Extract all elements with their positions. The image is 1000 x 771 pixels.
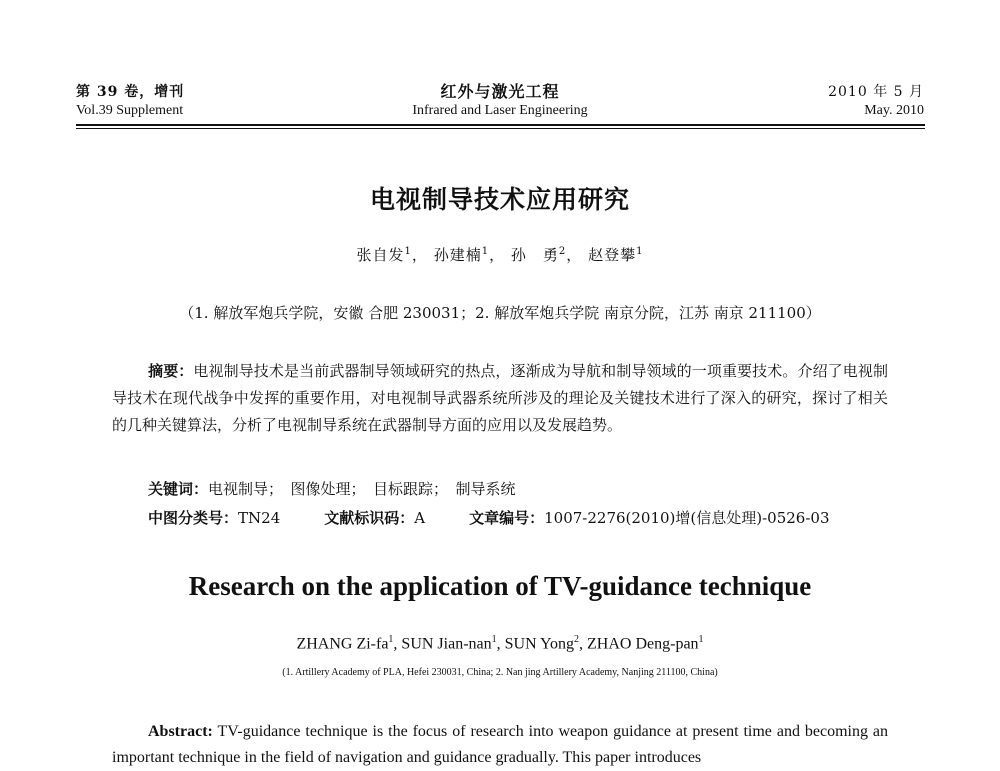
affiliation-en: (1. Artillery Academy of PLA, Hefei 230031, China; 2. Nan jing Artillery Academy, Nanjing 211100, China) bbox=[282, 667, 718, 678]
clc-value: TN24 bbox=[238, 509, 281, 527]
journal-name-cn: 红外与激光工程 bbox=[440, 82, 560, 101]
header-rule-thick bbox=[76, 124, 925, 126]
journal-volume-cn: 第 39 卷，增刊 bbox=[76, 84, 185, 100]
author-cn: 张自发 bbox=[356, 246, 405, 264]
issue-date-en: May. 2010 bbox=[864, 103, 924, 118]
article-id-label: 文章编号： bbox=[469, 509, 545, 527]
paper-title-cn: 电视制导技术应用研究 bbox=[369, 185, 630, 214]
affiliation-cn: （1. 解放军炮兵学院，安徽 合肥 230031；2. 解放军炮兵学院 南京分院，江苏 南京 211100） bbox=[179, 304, 821, 322]
author-cn: 孙建楠 bbox=[433, 246, 482, 264]
article-id-value: 1007-2276(2010)增(信息处理)-0526-03 bbox=[544, 509, 830, 527]
doc-code-value: A bbox=[414, 509, 426, 527]
keywords-cn-label: 关键词： bbox=[148, 480, 209, 498]
authors-cn: 张自发$^1$， 孙建楠$^1$， 孙 勇$^2$， 赵登攀$^1$ bbox=[356, 246, 644, 264]
authors-en: ZHANG $Zi-fa^1$, SUN Jian-nan$^1$, SUN Yong$^2$, ZHAO Deng-pan$^1$ bbox=[296, 634, 704, 653]
classification-line bbox=[148, 507, 830, 528]
keywords-cn-text: 电视制导； 图像处理； 目标跟踪； 制导系统 bbox=[208, 480, 516, 498]
header-rule-thin bbox=[76, 128, 925, 129]
abstract-en-label: Abstract: bbox=[148, 723, 213, 740]
author-cn: 赵登攀 bbox=[588, 246, 637, 264]
abstract-cn-label: 摘要： bbox=[148, 362, 194, 380]
journal-volume-en: Vol.39 Supplement bbox=[76, 103, 184, 118]
abstract-cn bbox=[112, 358, 888, 439]
author-cn: 孙 勇 bbox=[510, 246, 559, 264]
paper-title-en: Research on the application of TV-guidance technique bbox=[188, 571, 812, 601]
author-en: SUN Yong bbox=[504, 635, 575, 653]
abstract-en-text: TV-guidance technique is the focus of research into weapon guidance at present time and becoming an important technique in the field of navigation and guidance gradually. This paper introduces bbox=[112, 723, 888, 766]
journal-name-en: Infrared and Laser Engineering bbox=[412, 103, 588, 118]
author-en: SUN Jian-nan bbox=[401, 635, 492, 653]
keywords-cn bbox=[148, 478, 516, 499]
abstract-cn-text: 电视制导技术是当前武器制导领域研究的热点，逐渐成为导航和制导领域的一项重要技术。介绍了电视制导技术在现代战争中发挥的重要作用，对电视制导武器系统所涉及的理论及关键技术进行了深入的研究，探讨了相关的几种关键算法，分析了电视制导系统在武器制导方面的应用以及发展趋势。 bbox=[112, 362, 888, 434]
clc-label: 中图分类号： bbox=[148, 509, 239, 527]
issue-date-cn: 2010 年 5 月 bbox=[828, 84, 924, 100]
doc-code-label: 文献标识码： bbox=[324, 509, 415, 527]
abstract-en bbox=[112, 719, 888, 771]
author-en: ZHANG Zi-fa bbox=[296, 635, 389, 653]
author-en: ZHAO Deng-pan bbox=[587, 635, 699, 653]
